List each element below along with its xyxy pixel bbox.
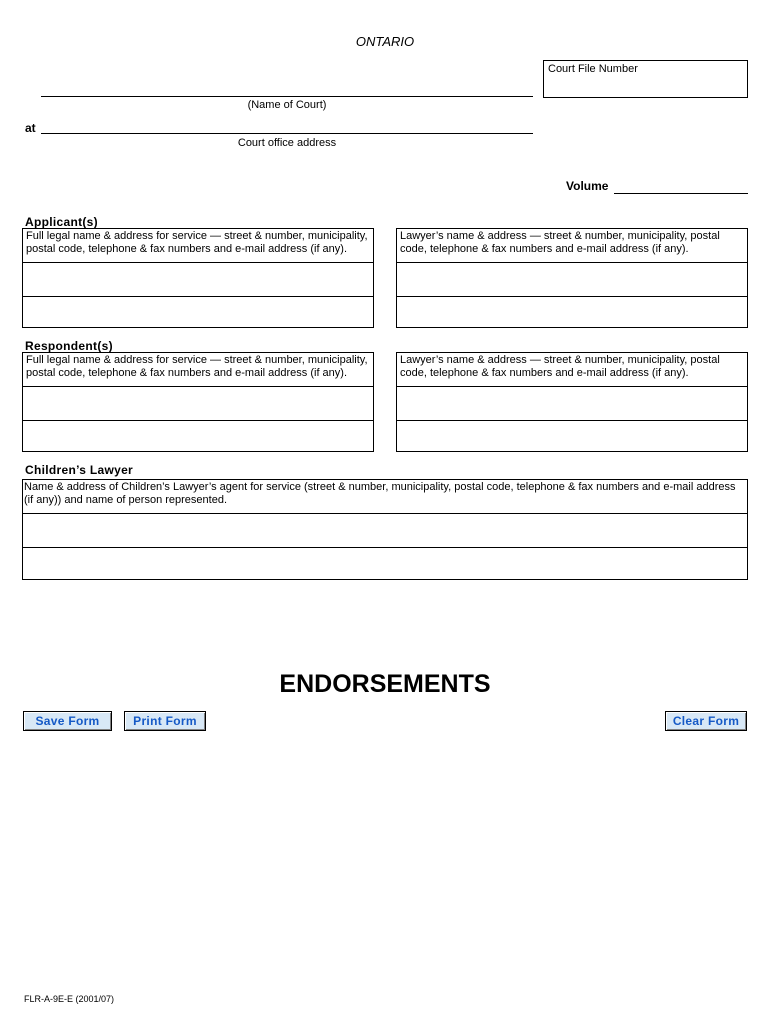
childrens-lawyer-header: Name & address of Children’s Lawyer’s agent for service (street & number, municipality, postal code, telephone & fax numbers and e-mail address (if any)) and name of person represented. [24,481,736,506]
respondent-lawyer-input-row[interactable] [397,386,747,420]
court-file-number-label: Court File Number [548,63,638,75]
respondent-input-row[interactable] [23,386,373,420]
respondent-input-row[interactable] [23,420,373,454]
childrens-lawyer-input-row[interactable] [23,547,747,581]
volume-field[interactable] [614,193,748,194]
respondent-lawyer-box [396,352,748,452]
respondent-lawyer-input-row[interactable] [397,420,747,454]
save-form-button[interactable]: Save Form [23,711,112,731]
print-form-button[interactable]: Print Form [124,711,206,731]
applicant-header: Full legal name & address for service — street & number, municipality, postal code, telephone & fax numbers and e-mail address (if any). [26,230,368,255]
court-office-address-caption: Court office address [237,137,337,149]
applicant-lawyer-header: Lawyer’s name & address — street & number, municipality, postal code, telephone & fax numbers and e-mail address (if any). [400,230,720,255]
childrens-lawyer-box [22,479,748,580]
name-of-court-caption: (Name of Court) [247,99,327,111]
respondents-title: Respondent(s) [25,339,113,353]
form-code: FLR-A-9E-E (2001/07) [24,994,115,1004]
applicant-lawyer-input-row[interactable] [397,262,747,296]
province-heading: ONTARIO [355,34,415,49]
applicant-input-row[interactable] [23,296,373,330]
endorsements-heading: ENDORSEMENTS [279,670,491,698]
name-of-court-field[interactable] [41,96,533,97]
applicant-lawyer-box [396,228,748,328]
respondent-box [22,352,374,452]
applicants-title: Applicant(s) [25,215,98,229]
childrens-lawyer-input-row[interactable] [23,513,747,547]
clear-form-button[interactable]: Clear Form [665,711,747,731]
court-office-address-field[interactable] [41,133,533,134]
at-label: at [25,121,36,135]
childrens-lawyer-title: Children’s Lawyer [25,463,134,477]
volume-label: Volume [566,179,609,193]
applicant-input-row[interactable] [23,262,373,296]
respondent-header: Full legal name & address for service — street & number, municipality, postal code, telephone & fax numbers and e-mail address (if any). [26,354,368,379]
applicant-lawyer-input-row[interactable] [397,296,747,330]
court-file-number-field[interactable] [543,60,748,98]
applicant-box [22,228,374,328]
respondent-lawyer-header: Lawyer’s name & address — street & number, municipality, postal code, telephone & fax numbers and e-mail address (if any). [400,354,720,379]
